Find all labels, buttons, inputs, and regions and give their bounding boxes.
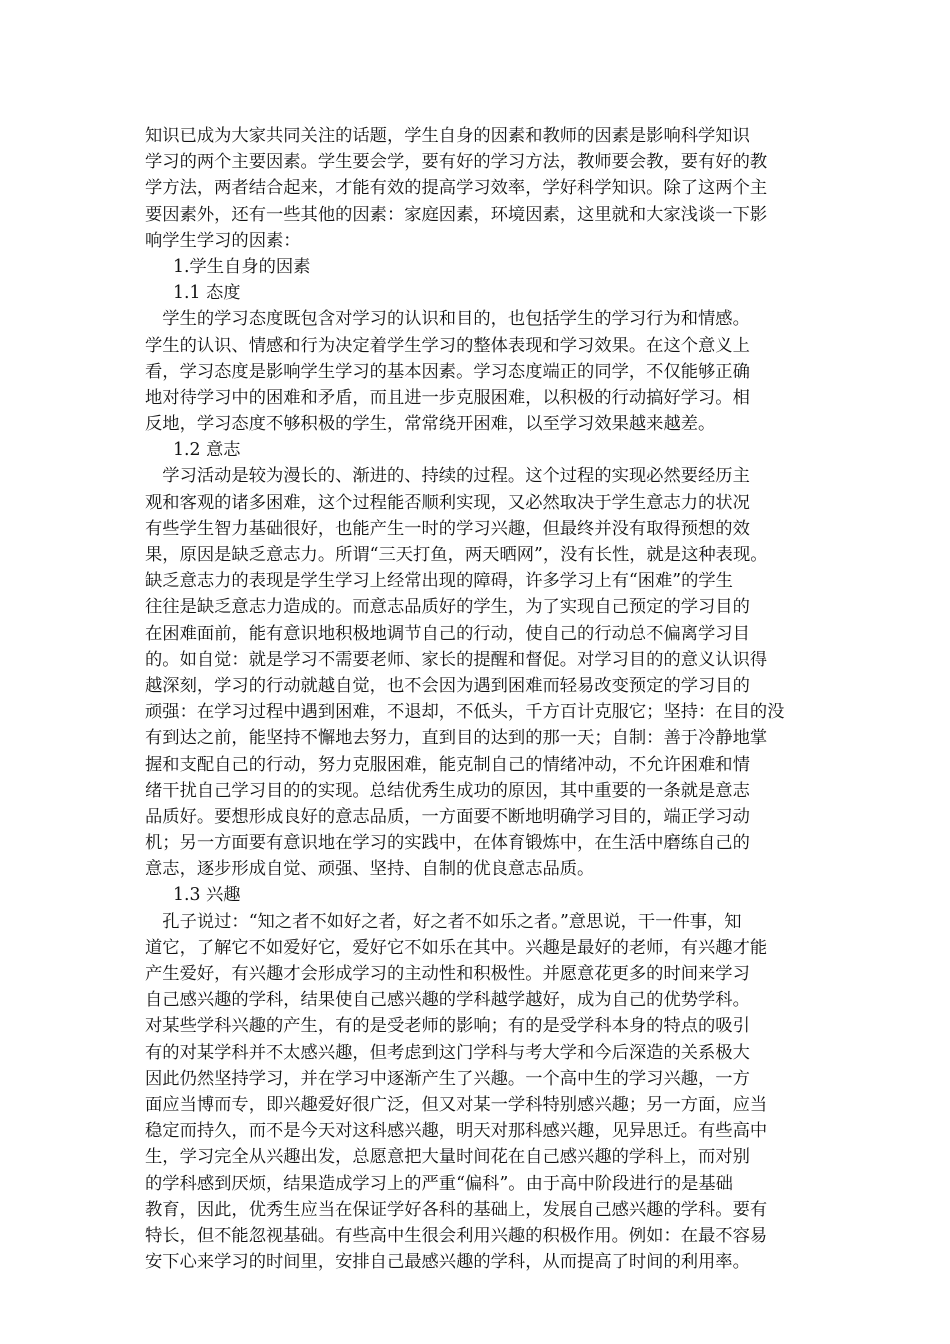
attitude-paragraph bbox=[145, 306, 810, 437]
text-line: 学习活动是较为漫长的、渐进的、持续的过程。这个过程的实现必然要经历主 bbox=[145, 466, 750, 487]
text-line: 生，学习完全从兴趣出发，总愿意把大量时间花在自己感兴趣的学科上，而对别 bbox=[145, 1147, 750, 1168]
text-line: 反地，学习态度不够积极的学生，常常绕开困难，以至学习效果越来越差。 bbox=[145, 414, 716, 435]
text-line: 自己感兴趣的学科，结果使自己感兴趣的学科越学越好，成为自己的优势学科。 bbox=[145, 990, 750, 1011]
text-line: 产生爱好，有兴趣才会形成学习的主动性和积极性。并愿意花更多的时间来学习 bbox=[145, 964, 750, 984]
interest-paragraph bbox=[145, 909, 810, 1276]
text-line: 有的对某学科并不太感兴趣，但考虑到这门学科与考大学和今后深造的关系极大 bbox=[145, 1042, 750, 1063]
text-line: 学生的认识、情感和行为决定着学生学习的整体表现和学习效果。在这个意义上 bbox=[145, 335, 750, 356]
text-line: 看，学习态度是影响学生学习的基本因素。学习态度端正的同学，不仅能够正确 bbox=[145, 361, 750, 382]
text-line: 品质好。要想形成良好的意志品质，一方面要不断地明确学习目的，端正学习动 bbox=[145, 806, 750, 827]
text-line: 要因素外，还有一些其他的因素：家庭因素，环境因素，这里就和大家浅谈一下影 bbox=[145, 204, 768, 225]
text-line: 孔子说过：“知之者不如好之者，好之者不如乐之者。”意思说，干一件事，知 bbox=[145, 911, 742, 932]
text-line: 在困难面前，能有意识地积极地调节自己的行动，使自己的行动总不偏离学习目 bbox=[145, 623, 750, 644]
text-line: 因此仍然坚持学习，并在学习中逐渐产生了兴趣。一个高中生的学习兴趣，一方 bbox=[145, 1068, 750, 1089]
text-line: 学生的学习态度既包含对学习的认识和目的，也包括学生的学习行为和情感。 bbox=[145, 309, 750, 330]
text-line: 的学科感到厌烦，结果造成学习上的严重“偏科”。由于高中阶段进行的是基础 bbox=[145, 1173, 733, 1194]
text-line: 道它，了解它不如爱好它，爱好它不如乐在其中。兴趣是最好的老师，有兴趣才能 bbox=[145, 937, 768, 958]
section-heading: 1.学生自身的因素 bbox=[173, 256, 311, 277]
document-page bbox=[145, 123, 810, 1275]
text-line: 有到达之前，能坚持不懈地去努力，直到目的达到的那一天；自制：善于冷静地掌 bbox=[145, 728, 768, 749]
text-line: 学方法，两者结合起来，才能有效的提高学习效率，学好科学知识。除了这两个主 bbox=[145, 178, 768, 199]
text-line: 学习的两个主要因素。学生要会学，要有好的学习方法，教师要会教，要有好的教 bbox=[145, 152, 768, 173]
subsection-heading: 1.2 意志 bbox=[173, 440, 241, 461]
will-paragraph bbox=[145, 463, 810, 882]
text-line: 安下心来学习的时间里，安排自己最感兴趣的学科，从而提高了时间的利用率。 bbox=[145, 1252, 750, 1273]
text-line: 知识已成为大家共同关注的话题，学生自身的因素和教师的因素是影响科学知识 bbox=[145, 126, 750, 146]
text-line: 机；另一方面要有意识地在学习的实践中，在体育锻炼中，在生活中磨练自己的 bbox=[145, 833, 750, 854]
text-line: 观和客观的诸多困难，这个过程能否顺利实现，又必然取决于学生意志力的状况 bbox=[145, 492, 750, 513]
text-line: 特长，但不能忽视基础。有些高中生很会利用兴趣的积极作用。例如：在最不容易 bbox=[145, 1225, 768, 1246]
text-line: 往往是缺乏意志力造成的。而意志品质好的学生，为了实现自己预定的学习目的 bbox=[145, 597, 750, 618]
text-line: 握和支配自己的行动，努力克服困难，能克制自己的情绪冲动，不允许困难和情 bbox=[145, 754, 750, 775]
subsection-heading: 1.1 态度 bbox=[173, 283, 241, 304]
text-line: 果，原因是缺乏意志力。所谓“三天打鱼，两天晒网”，没有长性，就是这种表现。 bbox=[145, 545, 768, 565]
text-line: 缺乏意志力的表现是学生学习上经常出现的障碍，许多学习上有“困难”的学生 bbox=[145, 571, 733, 592]
text-line: 越深刻，学习的行动就越自觉，也不会因为遇到困难而轻易改变预定的学习目的 bbox=[145, 675, 750, 696]
text-line: 意志，逐步形成自觉、顽强、坚持、自制的优良意志品质。 bbox=[145, 859, 595, 880]
subsection-heading: 1.3 兴趣 bbox=[173, 885, 241, 906]
text-line: 绪干扰自己学习目的的实现。总结优秀生成功的原因，其中重要的一条就是意志 bbox=[145, 780, 750, 801]
intro-paragraph bbox=[145, 123, 810, 254]
text-line: 的。如自觉：就是学习不需要老师、家长的提醒和督促。对学习目的的意义认识得 bbox=[145, 649, 768, 670]
text-line: 有些学生智力基础很好，也能产生一时的学习兴趣，但最终并没有取得预想的效 bbox=[145, 518, 750, 539]
text-line: 稳定而持久，而不是今天对这科感兴趣，明天对那科感兴趣，见异思迁。有些高中 bbox=[145, 1121, 768, 1142]
text-line: 顽强：在学习过程中遇到困难，不退却，不低头，千方百计克服它；坚持：在目的没 bbox=[145, 702, 785, 723]
text-line: 地对待学习中的困难和矛盾，而且进一步克服困难，以积极的行动搞好学习。相 bbox=[145, 387, 750, 408]
text-line: 响学生学习的因素： bbox=[145, 230, 301, 251]
text-line: 对某些学科兴趣的产生，有的是受老师的影响；有的是受学科本身的特点的吸引 bbox=[145, 1016, 750, 1037]
text-line: 教育，因此，优秀生应当在保证学好各科的基础上，发展自己感兴趣的学科。要有 bbox=[145, 1199, 768, 1220]
text-line: 面应当博而专，即兴趣爱好很广泛，但又对某一学科特别感兴趣；另一方面，应当 bbox=[145, 1094, 768, 1115]
